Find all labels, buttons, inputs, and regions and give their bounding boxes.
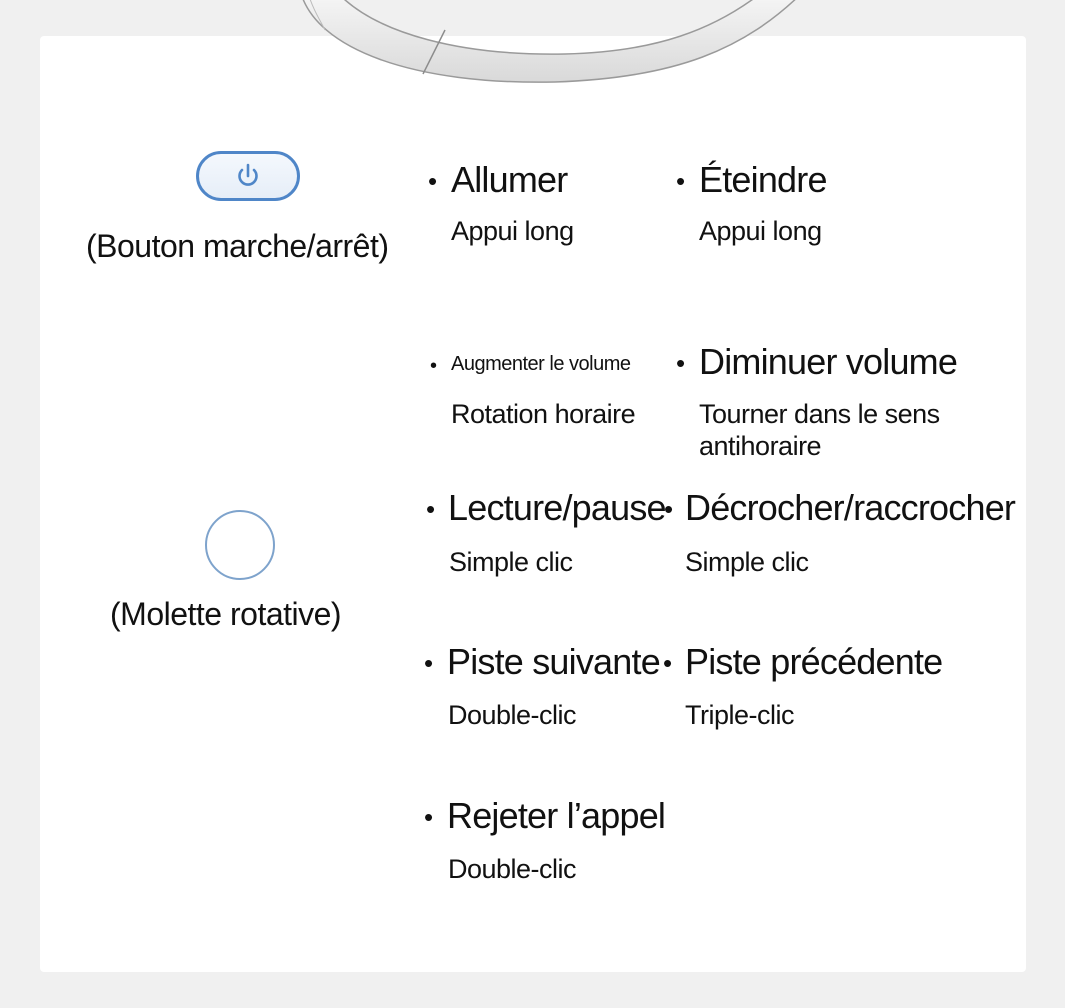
action-gesture-power-off: Appui long [699,216,822,246]
action-gesture-volume-up: Rotation horaire [451,399,636,429]
action-gesture-previous-track: Triple-clic [685,700,794,730]
action-gesture-reject-call: Double-clic [448,854,577,884]
action-gesture-volume-down: Tourner dans le sens antihoraire [699,399,940,461]
action-title-power-off: Éteindre [699,159,827,200]
bullet: • [428,166,438,196]
bullet: • [676,348,686,378]
power-button-label: (Bouton marche/arrêt) [86,228,389,264]
bullet: • [664,494,674,524]
action-title-volume-up: Augmenter le volume [451,353,631,375]
bullet: • [676,166,686,196]
bullet: • [663,648,673,678]
bullet: • [426,494,436,524]
action-gesture-next-track: Double-clic [448,700,577,730]
rotary-knob-label: (Molette rotative) [110,596,342,632]
action-title-play-pause: Lecture/pause [448,487,666,528]
bullet: • [430,355,438,377]
headphone-band-illustration [295,0,815,90]
action-title-volume-down: Diminuer volume [699,341,958,382]
power-button-illustration [196,151,300,201]
action-title-reject-call: Rejeter l’appel [447,795,666,836]
action-gesture-answer-hangup: Simple clic [685,547,809,577]
action-title-power-on: Allumer [451,159,568,200]
bullet: • [424,802,434,832]
action-title-next-track: Piste suivante [447,641,660,682]
action-gesture-play-pause: Simple clic [449,547,573,577]
action-gesture-power-on: Appui long [451,216,574,246]
action-title-answer-hangup: Décrocher/raccrocher [685,487,1016,528]
action-title-previous-track: Piste précédente [685,641,943,682]
rotary-knob-illustration [205,510,275,580]
bullet: • [424,648,434,678]
power-icon [233,161,263,191]
